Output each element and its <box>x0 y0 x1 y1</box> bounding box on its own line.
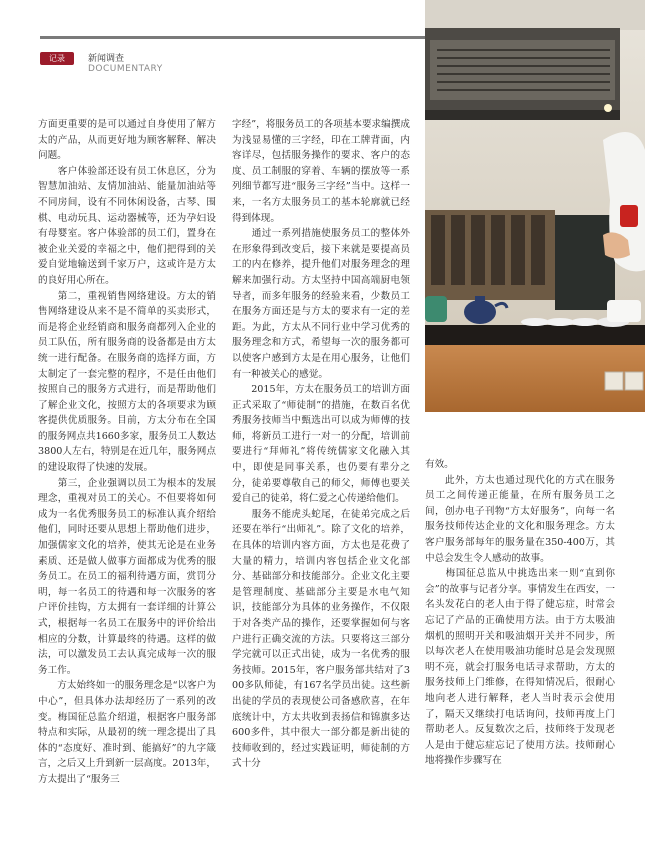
header-rule <box>40 36 432 39</box>
section-tag: 记录 <box>40 52 74 65</box>
article-column-2: 字经”，将服务员工的各项基本要求编撰成为浅显易懂的三字经，印在工牌背面，内容详尽，包括服务操作的要求、客户的态度、员工制服的穿着、车辆的摆放等一系列细节都写进“服务三字经”当中。这样一来，一名方太服务员工的基本轮廓就已经得到体现。 通过一系列措施使服务员工的整体外在形象得到改变后，接下来就是要提高员工的内在修养，提升他们对服务理念的理解来加强行动。方太坚持中国高端厨电领导者，而多年服务的经验来看，少数员工在服务方面还是与方太的要求有一定的差距。为此，方太从不同行业中学习优秀的服务理念和方式，希望每一次的服务都可以使客户感到方太是在用心服务，让他们有一种被关心的感觉。 2015年，方太在服务员工的培训方面正式采取了“师徒制”的措施，在数百名优秀服务技师当中甄选出可以成为师傅的技师，将新员工进行一对一的分配，培训前要进行“拜师礼”将传统儒家文化融入其中，即使是同事关系，也仍要有辈分之分，徒弟要尊敬自己的师父，师傅也要关爱自己的徒弟，将仁爱之心传递给他们。 服务不能虎头蛇尾，在徒弟完成之后还要在举行“出师礼”。除了文化的培养，在具体的培训内容方面，方太也是花费了大量的精力，培训内容包括企业文化部分、基础部分和技能部分。企业文化主要是管理制度、基础部分主要是水电气知识，技能部分为具体的业务操作，不仅限于对各类产品的操作，还要掌握如何与客户进行正确交流的方法。只要将这三部分学完就可以正式出徒，成为一名优秀的服务技师。2015年，客户服务部共结对了300多队师徒，有167名学员出徒。这些新出徒的学员的表现使公司备感欣喜，在年底统计中，方太共收到表扬信和锦旗多达600多件，其中很大一部分都是新出徒的技师收到的，经过实践证明，师徒制的方式十分 <box>232 119 410 770</box>
section-subtitle: DOCUMENTARY <box>88 64 163 74</box>
section-title: 新闻调查 <box>88 54 125 64</box>
article-column-1: 方面更重要的是可以通过自身使用了解方太的产品，从而更好地为顾客解释、解决问题。 客户体验部还设有员工休息区，分为智慧加油站、友情加油站、能量加油站等不同房间，设有不同休闲设备，古琴、围棋、电动玩具、运动器械等，还为孕妇设有母婴室。客户体验部的员工们，置身在被企业关爱的幸福之中，他们把得到的关爱自觉地输送到千家万户，这或许是方太的良好用心所在。 第二，重视销售网络建设。方太的销售网络建设从来不是不简单的买卖形式，而是将企业经销商和服务商都列入企业的员工队伍，所有服务商的设备都是由方太统一进行配备。在服务商的选择方面，方太制定了一套完整的程序，不是任由他们按照自己的服务方式进行，而是帮助他们了解企业文化，按照方太的各项要求为顾客提供优质服务。目前，方太分布在全国的服务网点共1660多家，服务员工人数达3800人左右，特别是在近几年，服务网点的建设取得了快速的发展。 第三，企业强调以员工为根本的发展理念，重视对员工的关心。不但要将如何成为一名优秀服务员工的标准认真介绍给他们，同时还要从思想上帮助他们进步，加强儒家文化的培养，使其无论是在业务素质、还是做人做事方面都成为优秀的服务员工。在员工的福利待遇方面，赏罚分明，每一名员工的待遇和每一次服务的客户评价挂钩，方太拥有一套详细的计算公式，根据每一名员工在服务中的评价给出相应的分数，计算最终的待遇。这样的做法，可以激发员工去认真完成每一次的服务工作。 方太始终如一的服务理念是“以客户为中心”，但具体办法却经历了一系列的改变。梅国征总监介绍道，根据客户服务部特点和实际，从最初的统一理念提出了具体的“态度好、准时到、能搞好”的九字箴言，之后又上升到新一层高度。2013年，方太提出了“服务三 <box>38 119 216 785</box>
kitchen-photo <box>425 0 645 412</box>
article-column-3: 有效。 此外，方太也通过现代化的方式在服务员工之间传递正能量，在所有服务员工之间，创办电子刊物“方太好服务”，向每一名服务技师传达企业的文化和服务理念。方太客户服务部每年的服务量在350-400万，其中总会发生令人感动的故事。 梅国征总监从中挑选出来一则“直到你会”的故事与记者分享。事情发生在西安，一名头发花白的老人由于得了健忘症，时常会忘记了产品的正确使用方法。由于方太吸油烟机的照明开关和吸油烟开关并不同步，所以每次老人在使用吸油功能时总是会发现照明不亮，就会打服务电话寻求帮助，方太的服务技师上门维修，在得知情况后，很耐心地向老人进行解释，老人当时表示会使用了，隔天又继续打电话询问，技师再度上门帮助老人。反复数次之后，技师终于发现老人是由于健忘症忘记了使用方法。技师耐心地将操作步骤写在 <box>425 459 615 767</box>
